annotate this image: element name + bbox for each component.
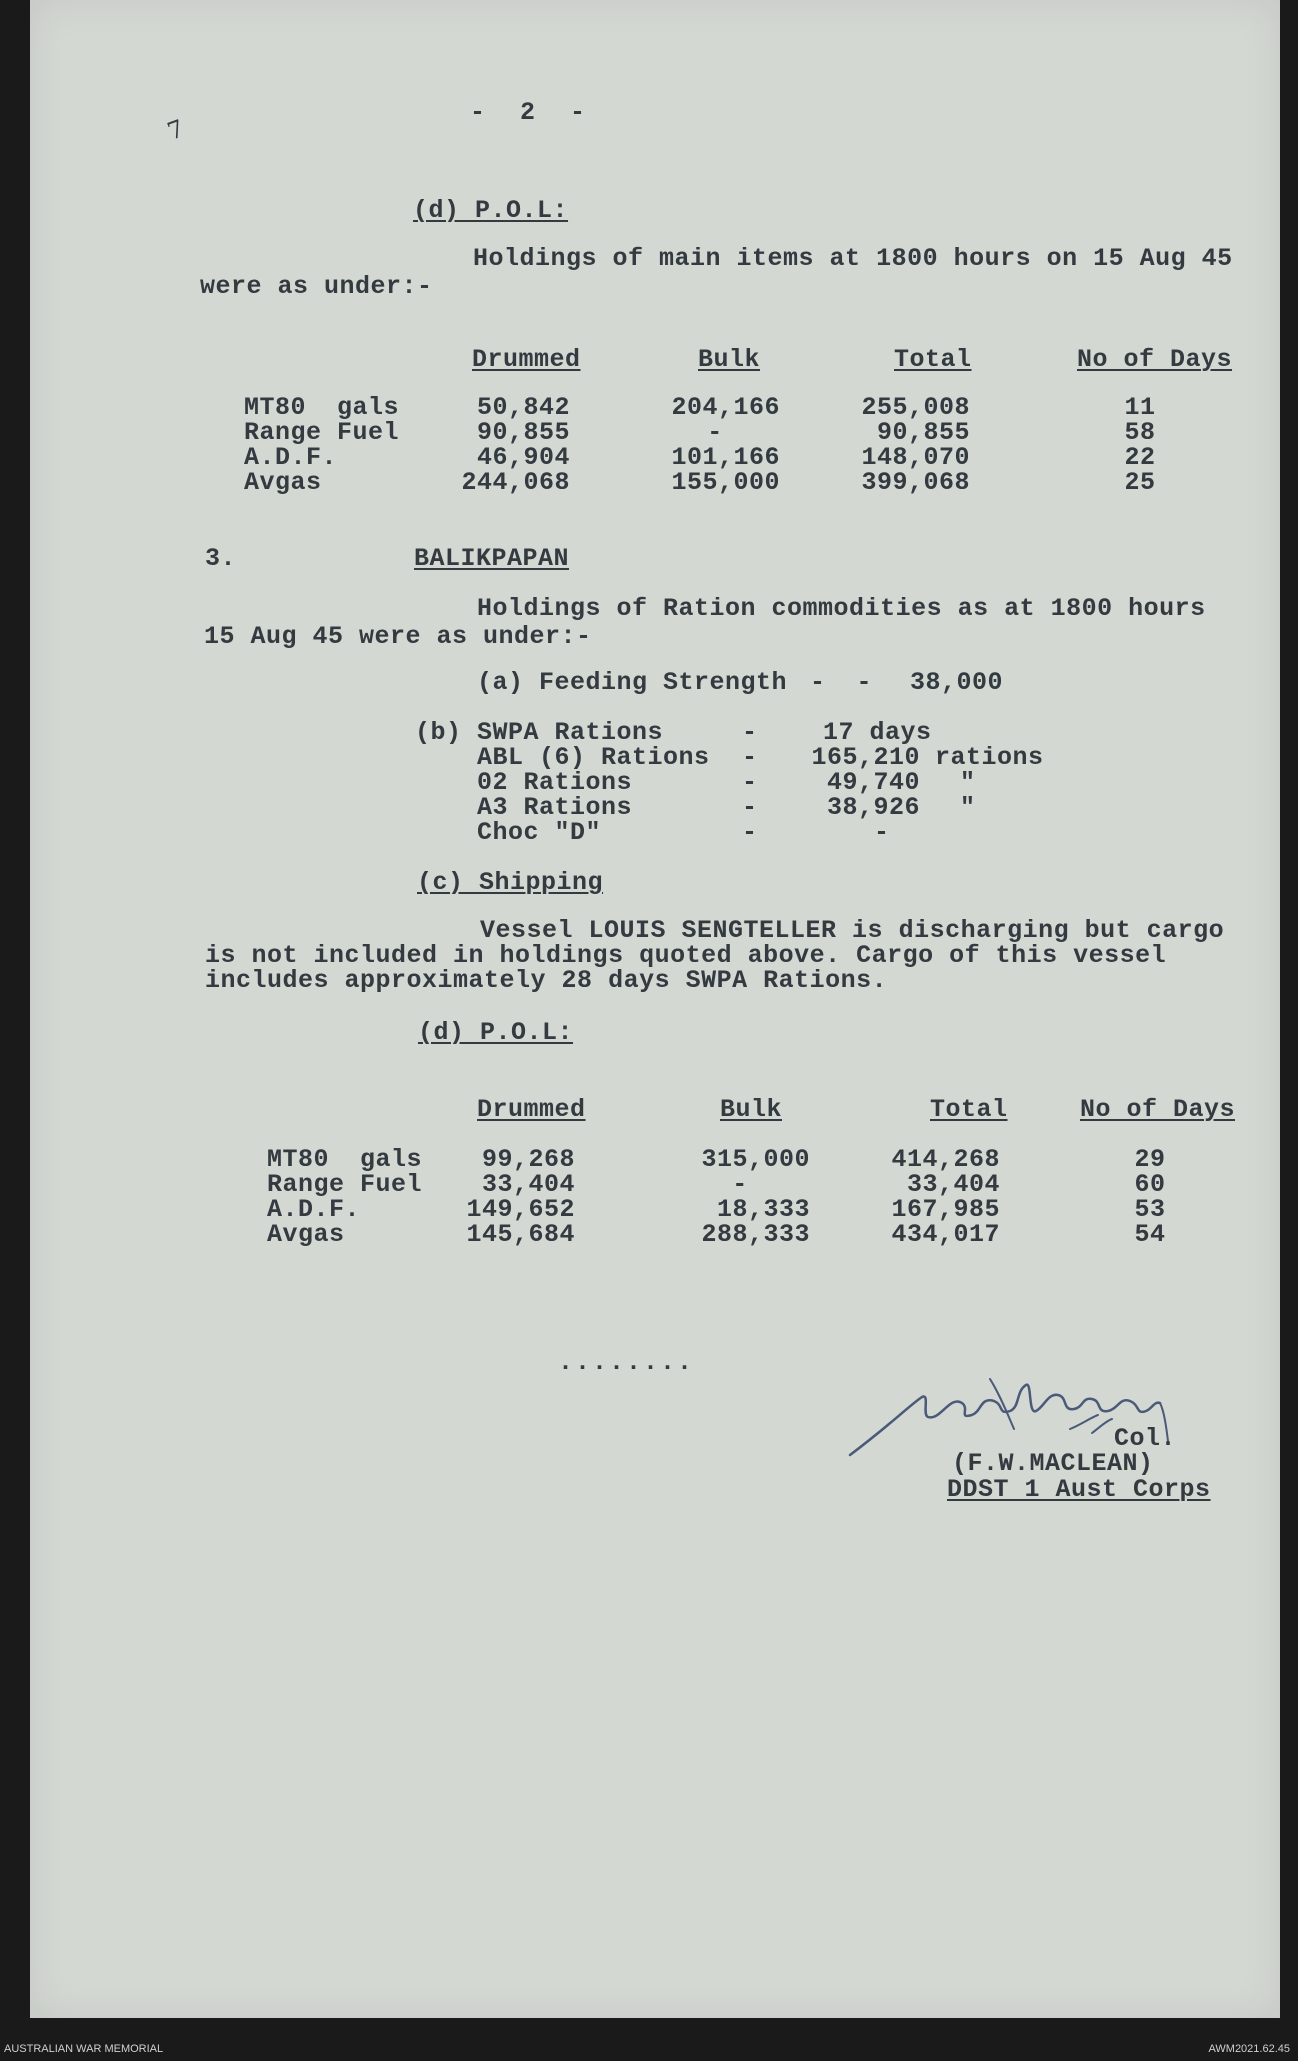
ration-qty: 38,926 [826, 793, 920, 822]
ration-unit: " [960, 768, 976, 797]
feeding-dashes: - - [810, 668, 873, 697]
ration-qty: - [874, 818, 890, 847]
ration-name: ABL (6) Rations [477, 743, 710, 772]
shipping-heading: (c) Shipping [417, 868, 604, 897]
cell-days: 11 [1124, 393, 1156, 422]
row-item: Avgas [267, 1220, 345, 1249]
cell-drummed: 145,684 [466, 1220, 575, 1249]
row-item: Range Fuel [267, 1170, 423, 1199]
cell-bulk: - [707, 418, 723, 447]
cell-total: 33,404 [906, 1170, 1000, 1199]
cell-total: 399,068 [861, 468, 970, 497]
column-header: Drummed [472, 345, 581, 374]
ration-dash: - [742, 818, 758, 847]
feeding-label: (a) Feeding Strength [477, 668, 788, 697]
cell-total: 414,268 [891, 1145, 1000, 1174]
cell-days: 25 [1124, 468, 1156, 497]
ration-unit: " [960, 793, 976, 822]
cell-drummed: 46,904 [476, 443, 570, 472]
row-item: Range Fuel [244, 418, 400, 447]
ration-qty: 17 days [823, 718, 932, 747]
cell-drummed: 99,268 [481, 1145, 575, 1174]
section-number: 3. [205, 544, 237, 573]
cell-drummed: 149,652 [466, 1195, 575, 1224]
column-header: No of Days [1077, 345, 1233, 374]
ration-dash: - [742, 768, 758, 797]
paragraph-line: Holdings of Ration commodities as at 1800 hours [477, 594, 1206, 623]
section-heading-pol: (d) P.O.L: [413, 196, 569, 225]
paragraph-line: 15 Aug 45 were as under:- [204, 622, 592, 651]
ration-dash: - [742, 793, 758, 822]
row-item: MT80 gals [267, 1145, 423, 1174]
row-item: A.D.F. [267, 1195, 361, 1224]
column-header: Bulk [720, 1095, 783, 1124]
column-header: No of Days [1080, 1095, 1236, 1124]
page-number: - 2 - [470, 98, 596, 127]
paragraph-line: were as under:- [200, 272, 433, 301]
ration-name: 02 Rations [477, 768, 633, 797]
cell-total: 90,855 [876, 418, 970, 447]
cell-bulk: 101,166 [671, 443, 780, 472]
paragraph-line: is not included in holdings quoted above. Cargo of this vessel [205, 941, 1167, 970]
column-header: Bulk [698, 345, 761, 374]
ration-name: A3 Rations [477, 793, 633, 822]
cell-bulk: 155,000 [671, 468, 780, 497]
signature-rank: Col. [1114, 1424, 1177, 1453]
footer-source: AUSTRALIAN WAR MEMORIAL [4, 2043, 164, 2055]
ration-qty: 49,740 [826, 768, 920, 797]
cell-days: 29 [1134, 1145, 1166, 1174]
ration-dash: - [742, 743, 758, 772]
feeding-value: 38,000 [910, 668, 1004, 697]
cell-total: 167,985 [891, 1195, 1000, 1224]
ration-name: Choc "D" [477, 818, 602, 847]
cell-total: 255,008 [861, 393, 970, 422]
cell-total: 434,017 [891, 1220, 1000, 1249]
cell-days: 60 [1134, 1170, 1166, 1199]
column-header: Drummed [477, 1095, 586, 1124]
separator-dots: ........ [558, 1348, 695, 1377]
signature-appointment: DDST 1 Aust Corps [947, 1475, 1211, 1504]
cell-days: 54 [1134, 1220, 1166, 1249]
paragraph-line: Vessel LOUIS SENGTELLER is discharging but cargo [480, 916, 1225, 945]
section-heading-pol: (d) P.O.L: [418, 1018, 574, 1047]
document-page [30, 0, 1280, 2018]
cell-bulk: 204,166 [671, 393, 780, 422]
cell-total: 148,070 [861, 443, 970, 472]
list-label: (b) [415, 718, 462, 747]
cell-days: 53 [1134, 1195, 1166, 1224]
cell-drummed: 244,068 [461, 468, 570, 497]
footer-reference: AWM2021.62.45 [1208, 2043, 1290, 2055]
cell-bulk: 18,333 [716, 1195, 810, 1224]
cell-bulk: 288,333 [701, 1220, 810, 1249]
cell-days: 22 [1124, 443, 1156, 472]
margin-mark: 7 [163, 114, 189, 146]
signature-name: (F.W.MACLEAN) [952, 1449, 1154, 1478]
cell-days: 58 [1124, 418, 1156, 447]
row-item: Avgas [244, 468, 322, 497]
column-header: Total [930, 1095, 1008, 1124]
cell-drummed: 33,404 [481, 1170, 575, 1199]
ration-dash: - [742, 718, 758, 747]
row-item: MT80 gals [244, 393, 400, 422]
cell-bulk: 315,000 [701, 1145, 810, 1174]
ration-unit: rations [935, 743, 1044, 772]
row-item: A.D.F. [244, 443, 338, 472]
column-header: Total [894, 345, 972, 374]
cell-bulk: - [732, 1170, 748, 1199]
cell-drummed: 90,855 [476, 418, 570, 447]
paragraph-line: Holdings of main items at 1800 hours on 15 Aug 45 [473, 244, 1233, 273]
ration-name: SWPA Rations [477, 718, 664, 747]
cell-drummed: 50,842 [476, 393, 570, 422]
section-title: BALIKPAPAN [414, 544, 570, 573]
paragraph-line: includes approximately 28 days SWPA Rations. [205, 966, 888, 995]
ration-qty: 165,210 [811, 743, 920, 772]
